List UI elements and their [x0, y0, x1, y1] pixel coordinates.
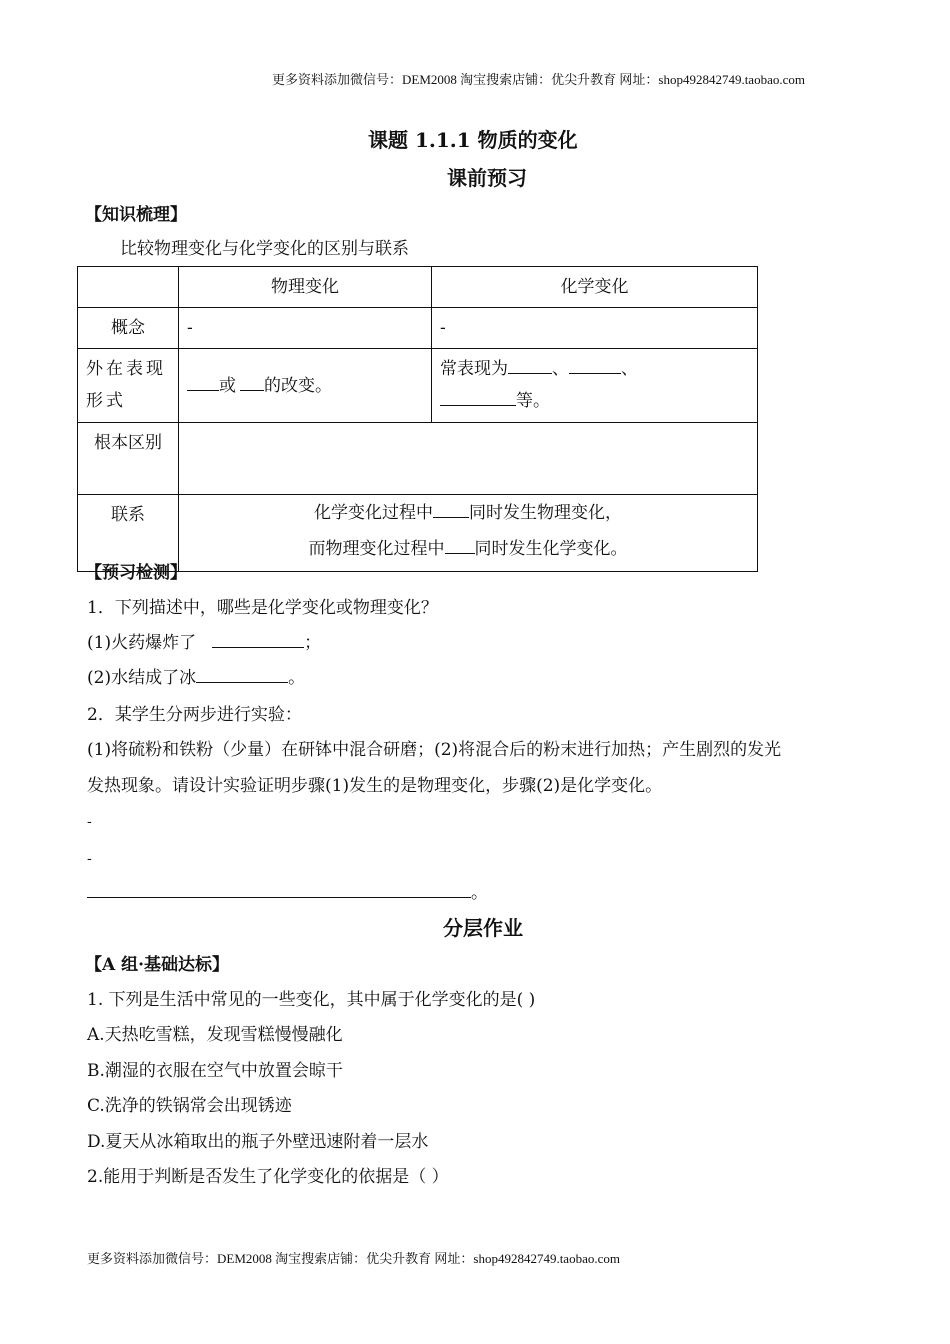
answer-dash-2: - — [87, 851, 92, 867]
text-common: 常表现为 — [440, 359, 508, 379]
answer-underline — [212, 630, 304, 648]
comparison-table — [77, 266, 758, 572]
link-cell — [179, 495, 758, 572]
group-a-heading: 【A 组·基础达标】 — [85, 955, 230, 975]
preview-q1b-text: (2)水结成了冰 — [87, 668, 197, 688]
answer-dash-1: - — [87, 814, 92, 830]
blank-underline — [433, 500, 469, 518]
preview-answer-end: 。 — [471, 883, 488, 903]
table-row — [78, 308, 758, 349]
appearance-physical-cell — [179, 349, 432, 423]
fundamental-cell — [179, 423, 758, 495]
page-title: 课题 1.1.1 物质的变化 — [368, 128, 578, 152]
page-footer: 更多资料添加微信号：DEM2008 淘宝搜索店铺：优尖升教育 网址：shop492842749.taobao.com — [87, 1251, 620, 1266]
page-header: 更多资料添加微信号：DEM2008 淘宝搜索店铺：优尖升教育 网址：shop492842749.taobao.com — [272, 72, 805, 87]
blank-underline — [440, 388, 516, 406]
option-d: D.夏天从冰箱取出的瓶子外壁迅速附着一层水 — [87, 1132, 429, 1152]
blank-underline — [240, 373, 264, 391]
link-line2-a: 而物理变化过程中 — [308, 539, 445, 559]
concept-physical-cell: - — [179, 308, 432, 349]
preview-q1: 1．下列描述中，哪些是化学变化或物理变化？ — [87, 598, 438, 618]
option-a: A.天热吃雪糕，发现雪糕慢慢融化 — [87, 1025, 343, 1045]
text-change: 的改变。 — [264, 375, 332, 396]
table-header-physical: 物理变化 — [179, 267, 432, 308]
preview-q2-body-line2: 发热现象。请设计实验证明步骤(1)发生的是物理变化，步骤(2)是化学变化。 — [87, 776, 663, 796]
text-sep2: 、 — [621, 359, 638, 379]
preview-q1b — [87, 663, 305, 688]
table-row — [78, 349, 758, 423]
blank-underline — [569, 356, 621, 374]
preview-heading: 【预习检测】 — [85, 563, 187, 583]
text-etc: 等。 — [516, 391, 550, 411]
table-row — [78, 423, 758, 495]
row-label-appearance-line1: 外在表现 — [86, 359, 166, 379]
row-label-link: 联系 — [78, 495, 179, 572]
preview-q1a-text: (1)火药爆炸了 — [87, 633, 197, 653]
link-line2-b: 同时发生化学变化。 — [474, 539, 628, 559]
answer-underline — [196, 665, 288, 683]
blank-underline — [445, 536, 475, 554]
knowledge-intro: 比较物理变化与化学变化的区别与联系 — [120, 239, 409, 259]
homework-heading: 分层作业 — [443, 916, 523, 940]
homework-q2: 2.能用于判断是否发生了化学变化的依据是（ ） — [87, 1167, 449, 1187]
table-corner-cell — [78, 267, 179, 308]
preview-q1b-end: 。 — [288, 668, 306, 688]
page-subtitle: 课前预习 — [447, 166, 527, 190]
preview-q1a-end: ； — [304, 633, 322, 653]
link-line1-a: 化学变化过程中 — [314, 503, 433, 523]
blank-underline — [508, 356, 552, 374]
appearance-chemical-cell — [432, 349, 758, 423]
text-or: 或 — [219, 375, 236, 396]
concept-chemical-cell: - — [432, 308, 758, 349]
option-c: C.洗净的铁锅常会出现锈迹 — [87, 1096, 292, 1116]
preview-q1a — [87, 628, 321, 653]
link-line1-b: 同时发生物理变化， — [469, 503, 622, 523]
preview-q2-body-line1: (1)将硫粉和铁粉（少量）在研钵中混合研磨；(2)将混合后的粉末进行加热；产生剧烈的发光 — [87, 740, 782, 760]
option-b: B.潮湿的衣服在空气中放置会晾干 — [87, 1061, 343, 1081]
row-label-concept: 概念 — [78, 308, 179, 349]
blank-underline — [187, 373, 219, 391]
row-label-appearance-line2: 形式 — [86, 391, 126, 411]
knowledge-heading: 【知识梳理】 — [85, 205, 187, 225]
table-row — [78, 267, 758, 308]
preview-answer-line — [87, 878, 488, 903]
row-label-fundamental: 根本区别 — [78, 423, 179, 495]
preview-q2: 2．某学生分两步进行实验： — [87, 705, 302, 725]
text-sep1: 、 — [552, 359, 569, 379]
row-label-appearance — [78, 349, 179, 423]
answer-underline — [87, 880, 471, 898]
table-header-chemical: 化学变化 — [432, 267, 758, 308]
homework-q1: 1. 下列是生活中常见的一些变化，其中属于化学变化的是( ) — [87, 990, 536, 1010]
